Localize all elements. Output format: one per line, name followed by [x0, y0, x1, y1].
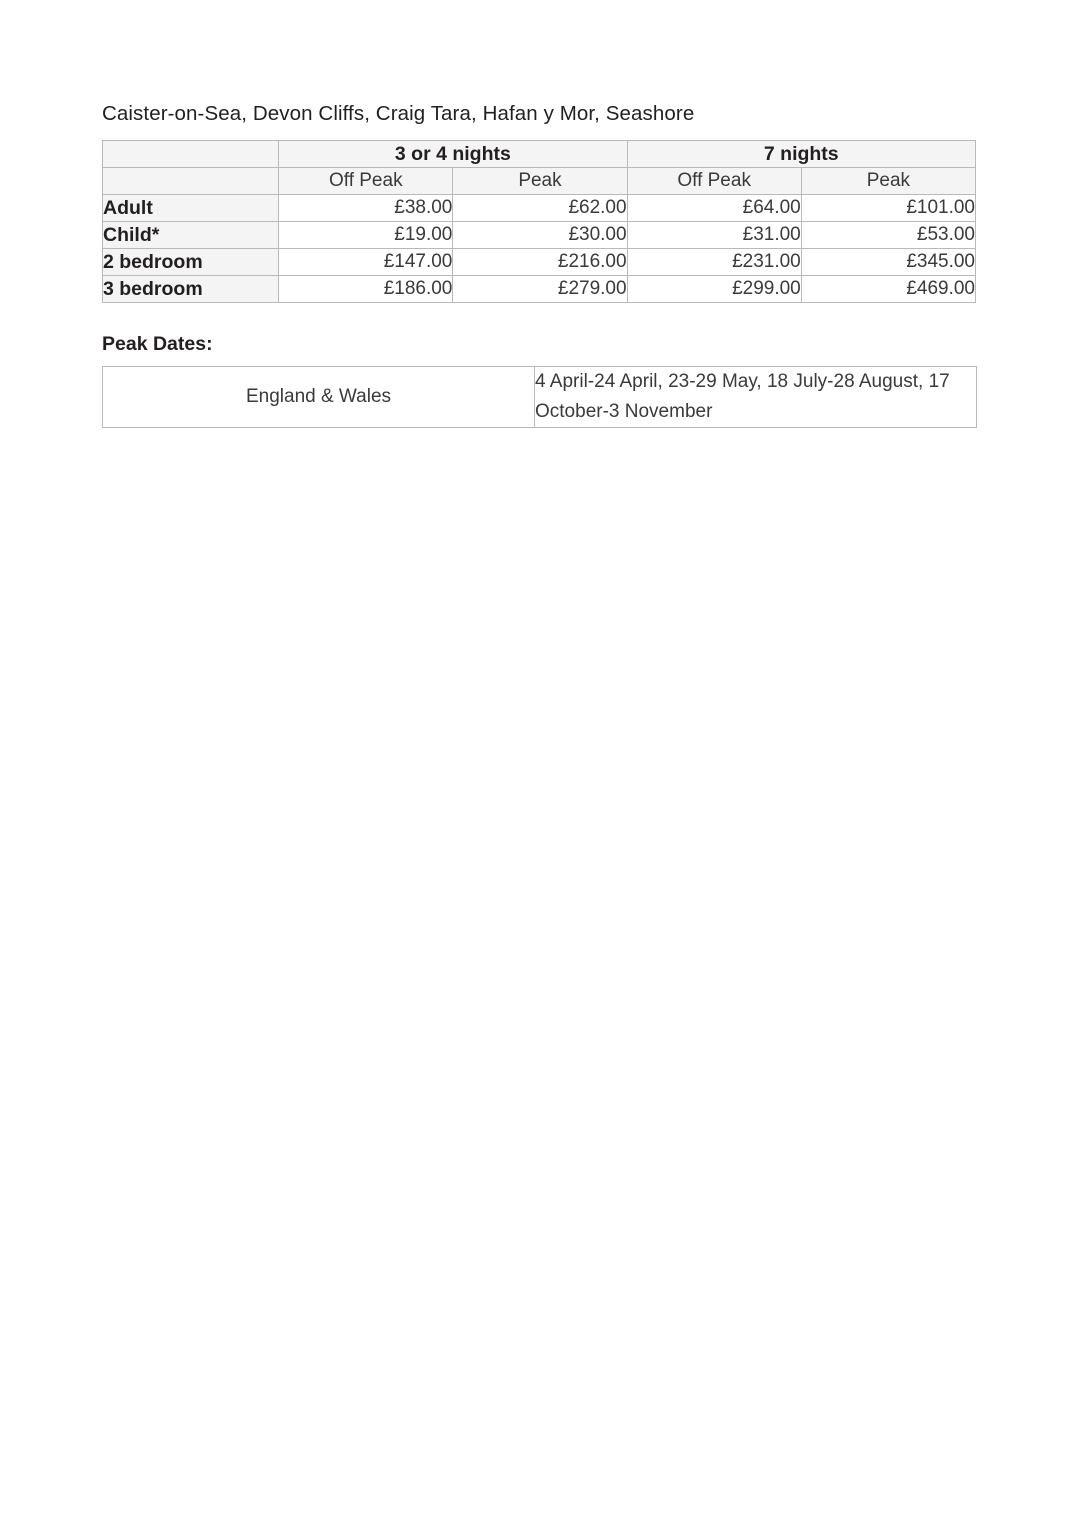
- price-cell: £147.00: [279, 249, 453, 276]
- table-row: [103, 249, 976, 276]
- table-header-row-sub: [103, 168, 976, 195]
- column-header-peak-short: Peak: [453, 168, 627, 195]
- row-label-2-bedroom: 2 bedroom: [103, 249, 279, 276]
- document-content: [102, 100, 976, 428]
- peak-dates-heading: Peak Dates:: [102, 333, 213, 355]
- table-row: [103, 276, 976, 303]
- price-cell: £299.00: [627, 276, 801, 303]
- table-row: [103, 195, 976, 222]
- price-cell: £231.00: [627, 249, 801, 276]
- column-group-header-7-nights: 7 nights: [627, 141, 975, 168]
- page-title: Caister-on-Sea, Devon Cliffs, Craig Tara, Hafan y Mor, Seashore: [102, 102, 695, 125]
- peak-dates-table: [102, 366, 977, 428]
- price-cell: £345.00: [801, 249, 975, 276]
- rate-table: [102, 140, 976, 303]
- price-cell: £30.00: [453, 222, 627, 249]
- peak-dates-value: 4 April-24 April, 23-29 May, 18 July-28 August, 17 October-3 November: [535, 367, 977, 428]
- price-cell: £64.00: [627, 195, 801, 222]
- column-group-header-3-or-4-nights: 3 or 4 nights: [279, 141, 627, 168]
- price-cell: £53.00: [801, 222, 975, 249]
- column-header-peak-week: Peak: [801, 168, 975, 195]
- table-row: [103, 222, 976, 249]
- region-label-england-wales: England & Wales: [103, 367, 535, 428]
- price-cell: £216.00: [453, 249, 627, 276]
- price-cell: £31.00: [627, 222, 801, 249]
- column-header-off-peak-week: Off Peak: [627, 168, 801, 195]
- table-subheader-corner-cell: [103, 168, 279, 195]
- price-cell: £469.00: [801, 276, 975, 303]
- row-label-adult: Adult: [103, 195, 279, 222]
- price-cell: £186.00: [279, 276, 453, 303]
- table-header-row-groups: [103, 141, 976, 168]
- price-cell: £62.00: [453, 195, 627, 222]
- price-cell: £38.00: [279, 195, 453, 222]
- table-corner-cell: [103, 141, 279, 168]
- table-row: [103, 367, 977, 428]
- price-cell: £19.00: [279, 222, 453, 249]
- price-cell: £101.00: [801, 195, 975, 222]
- column-header-off-peak-short: Off Peak: [279, 168, 453, 195]
- row-label-3-bedroom: 3 bedroom: [103, 276, 279, 303]
- price-cell: £279.00: [453, 276, 627, 303]
- row-label-child: Child*: [103, 222, 279, 249]
